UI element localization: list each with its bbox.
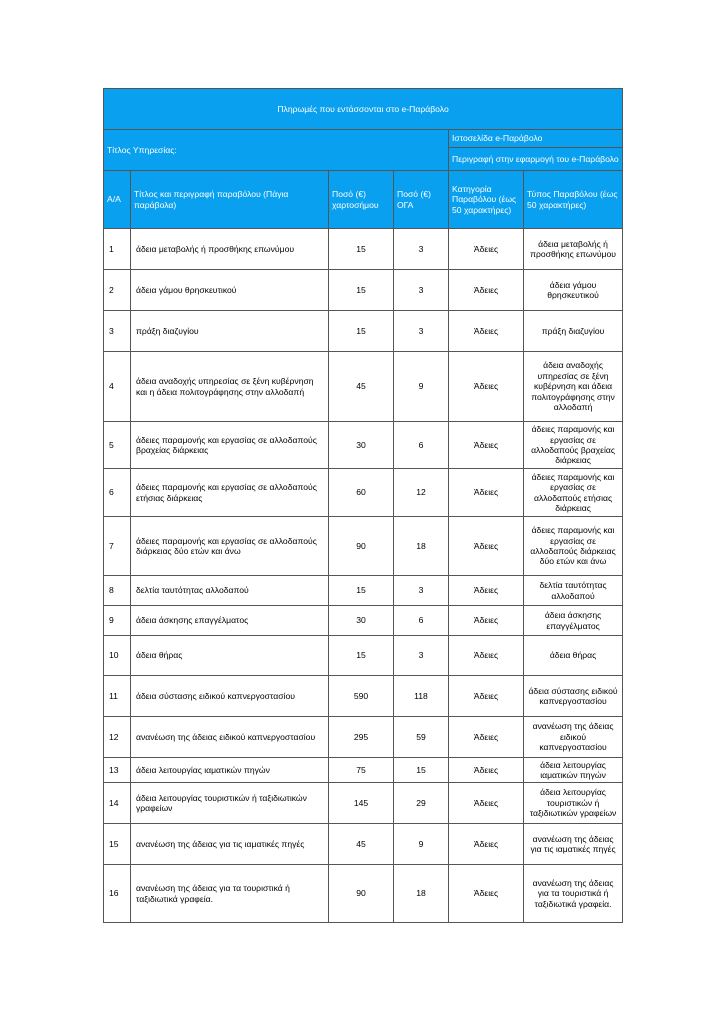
cell-type: άδεια λειτουργίας τουριστικών ή ταξιδιωτικών γραφείων xyxy=(524,783,623,824)
cell-category: Άδειες xyxy=(449,606,524,636)
cell-aa: 1 xyxy=(104,229,131,270)
cell-stamp-amount: 15 xyxy=(329,270,394,311)
cell-aa: 2 xyxy=(104,270,131,311)
cell-category: Άδειες xyxy=(449,229,524,270)
cell-aa: 14 xyxy=(104,783,131,824)
cell-category: Άδειες xyxy=(449,576,524,606)
cell-aa: 5 xyxy=(104,422,131,469)
cell-stamp-amount: 15 xyxy=(329,229,394,270)
cell-oga-amount: 18 xyxy=(394,517,449,576)
cell-category: Άδειες xyxy=(449,352,524,422)
cell-aa: 16 xyxy=(104,865,131,923)
cell-category: Άδειες xyxy=(449,311,524,352)
cell-type: άδειες παραμονής και εργασίας σε αλλοδαπούς διάρκειας δύο ετών και άνω xyxy=(524,517,623,576)
col-header-stamp-amount: Ποσό (€) χαρτοσήμου xyxy=(329,171,394,229)
cell-stamp-amount: 295 xyxy=(329,717,394,758)
cell-category: Άδειες xyxy=(449,865,524,923)
cell-category: Άδειες xyxy=(449,469,524,517)
cell-stamp-amount: 15 xyxy=(329,311,394,352)
fees-table xyxy=(103,88,623,923)
cell-title: πράξη διαζυγίου xyxy=(131,311,329,352)
table-row xyxy=(104,469,623,517)
cell-oga-amount: 3 xyxy=(394,311,449,352)
cell-aa: 8 xyxy=(104,576,131,606)
cell-oga-amount: 3 xyxy=(394,229,449,270)
cell-title: άδεια λειτουργίας ιαματικών πηγών xyxy=(131,758,329,783)
table-row xyxy=(104,422,623,469)
cell-title: άδειες παραμονής και εργασίας σε αλλοδαπούς βραχείας διάρκειας xyxy=(131,422,329,469)
cell-title: ανανέωση της άδειας για τις ιαματικές πηγές xyxy=(131,824,329,865)
cell-stamp-amount: 90 xyxy=(329,865,394,923)
cell-category: Άδειες xyxy=(449,676,524,717)
cell-type: άδεια σύστασης ειδικού καπνεργοστασίου xyxy=(524,676,623,717)
cell-aa: 15 xyxy=(104,824,131,865)
cell-category: Άδειες xyxy=(449,824,524,865)
table-row xyxy=(104,717,623,758)
service-title-label: Τίτλος Υπηρεσίας: xyxy=(104,130,449,171)
cell-oga-amount: 3 xyxy=(394,270,449,311)
cell-oga-amount: 3 xyxy=(394,636,449,676)
table-row xyxy=(104,824,623,865)
cell-type: άδεια άσκησης επαγγέλματος xyxy=(524,606,623,636)
title-row xyxy=(104,89,623,130)
description-label: Περιγραφή στην εφαρμογή του e-Παράβολο xyxy=(449,148,623,171)
col-header-title: Τίτλος και περιγραφή παραβόλου (Πάγια παράβολα) xyxy=(131,171,329,229)
cell-stamp-amount: 145 xyxy=(329,783,394,824)
cell-aa: 9 xyxy=(104,606,131,636)
table-row xyxy=(104,865,623,923)
cell-aa: 12 xyxy=(104,717,131,758)
cell-category: Άδειες xyxy=(449,636,524,676)
cell-type: άδεια αναδοχής υπηρεσίας σε ξένη κυβέρνηση και άδεια πολιτογράφησης στην αλλοδαπή xyxy=(524,352,623,422)
table-row xyxy=(104,576,623,606)
cell-oga-amount: 9 xyxy=(394,824,449,865)
cell-title: ανανέωση της άδειας ειδικού καπνεργοστασίου xyxy=(131,717,329,758)
cell-stamp-amount: 45 xyxy=(329,824,394,865)
cell-type: άδειες παραμονής και εργασίας σε αλλοδαπούς ετήσιας διάρκειας xyxy=(524,469,623,517)
cell-stamp-amount: 15 xyxy=(329,576,394,606)
cell-oga-amount: 6 xyxy=(394,606,449,636)
table-title: Πληρωμές που εντάσσονται στο e-Παράβολο xyxy=(104,89,623,130)
table-row xyxy=(104,229,623,270)
cell-type: πράξη διαζυγίου xyxy=(524,311,623,352)
cell-category: Άδειες xyxy=(449,517,524,576)
cell-title: άδεια άσκησης επαγγέλματος xyxy=(131,606,329,636)
column-header-row xyxy=(104,171,623,229)
cell-aa: 7 xyxy=(104,517,131,576)
cell-type: άδεια μεταβολής ή προσθήκης επωνύμου xyxy=(524,229,623,270)
table-row xyxy=(104,311,623,352)
cell-stamp-amount: 60 xyxy=(329,469,394,517)
table-row xyxy=(104,352,623,422)
cell-oga-amount: 18 xyxy=(394,865,449,923)
cell-type: ανανέωση της άδειας για τα τουριστικά ή ταξιδιωτικά γραφεία. xyxy=(524,865,623,923)
cell-oga-amount: 6 xyxy=(394,422,449,469)
cell-type: άδεια θήρας xyxy=(524,636,623,676)
col-header-type: Τύπος Παραβόλου (έως 50 χαρακτήρες) xyxy=(524,171,623,229)
cell-stamp-amount: 90 xyxy=(329,517,394,576)
cell-oga-amount: 15 xyxy=(394,758,449,783)
cell-type: άδεια γάμου θρησκευτικού xyxy=(524,270,623,311)
cell-title: δελτία ταυτότητας αλλοδαπού xyxy=(131,576,329,606)
cell-stamp-amount: 30 xyxy=(329,422,394,469)
cell-title: άδεια μεταβολής ή προσθήκης επωνύμου xyxy=(131,229,329,270)
table-row xyxy=(104,758,623,783)
cell-title: άδεια αναδοχής υπηρεσίας σε ξένη κυβέρνηση και η άδεια πολιτογράφησης στην αλλοδαπή xyxy=(131,352,329,422)
cell-oga-amount: 118 xyxy=(394,676,449,717)
cell-title: άδεια λειτουργίας τουριστικών ή ταξιδιωτικών γραφείων xyxy=(131,783,329,824)
table-row xyxy=(104,270,623,311)
cell-category: Άδειες xyxy=(449,422,524,469)
cell-stamp-amount: 45 xyxy=(329,352,394,422)
col-header-category: Κατηγορία Παραβόλου (έως 50 χαρακτήρες) xyxy=(449,171,524,229)
website-label: Ιστοσελίδα e-Παράβολο xyxy=(449,130,623,148)
cell-type: άδειες παραμονής και εργασίας σε αλλοδαπούς βραχείας διάρκειας xyxy=(524,422,623,469)
col-header-aa: Α/Α xyxy=(104,171,131,229)
cell-aa: 4 xyxy=(104,352,131,422)
cell-stamp-amount: 590 xyxy=(329,676,394,717)
cell-aa: 6 xyxy=(104,469,131,517)
cell-title: άδειες παραμονής και εργασίας σε αλλοδαπούς ετήσιας διάρκειας xyxy=(131,469,329,517)
cell-aa: 13 xyxy=(104,758,131,783)
table-row xyxy=(104,783,623,824)
cell-type: ανανέωση της άδειας ειδικού καπνεργοστασίου xyxy=(524,717,623,758)
cell-type: άδεια λειτουργίας ιαματικών πηγών xyxy=(524,758,623,783)
cell-oga-amount: 9 xyxy=(394,352,449,422)
cell-oga-amount: 59 xyxy=(394,717,449,758)
cell-stamp-amount: 30 xyxy=(329,606,394,636)
cell-title: άδεια θήρας xyxy=(131,636,329,676)
cell-title: άδειες παραμονής και εργασίας σε αλλοδαπούς διάρκειας δύο ετών και άνω xyxy=(131,517,329,576)
cell-stamp-amount: 75 xyxy=(329,758,394,783)
cell-stamp-amount: 15 xyxy=(329,636,394,676)
cell-aa: 3 xyxy=(104,311,131,352)
cell-category: Άδειες xyxy=(449,758,524,783)
cell-category: Άδειες xyxy=(449,270,524,311)
cell-oga-amount: 12 xyxy=(394,469,449,517)
cell-title: άδεια σύστασης ειδικού καπνεργοστασίου xyxy=(131,676,329,717)
cell-oga-amount: 3 xyxy=(394,576,449,606)
col-header-oga-amount: Ποσό (€) ΟΓΑ xyxy=(394,171,449,229)
table-row xyxy=(104,636,623,676)
cell-aa: 10 xyxy=(104,636,131,676)
service-row xyxy=(104,130,623,148)
cell-oga-amount: 29 xyxy=(394,783,449,824)
cell-category: Άδειες xyxy=(449,717,524,758)
cell-title: άδεια γάμου θρησκευτικού xyxy=(131,270,329,311)
table-row xyxy=(104,676,623,717)
cell-type: ανανέωση της άδειας για τις ιαματικές πηγές xyxy=(524,824,623,865)
table-row xyxy=(104,606,623,636)
cell-category: Άδειες xyxy=(449,783,524,824)
cell-title: ανανέωση της άδειας για τα τουριστικά ή ταξιδιωτικά γραφεία. xyxy=(131,865,329,923)
cell-aa: 11 xyxy=(104,676,131,717)
cell-type: δελτία ταυτότητας αλλοδαπού xyxy=(524,576,623,606)
table-row xyxy=(104,517,623,576)
